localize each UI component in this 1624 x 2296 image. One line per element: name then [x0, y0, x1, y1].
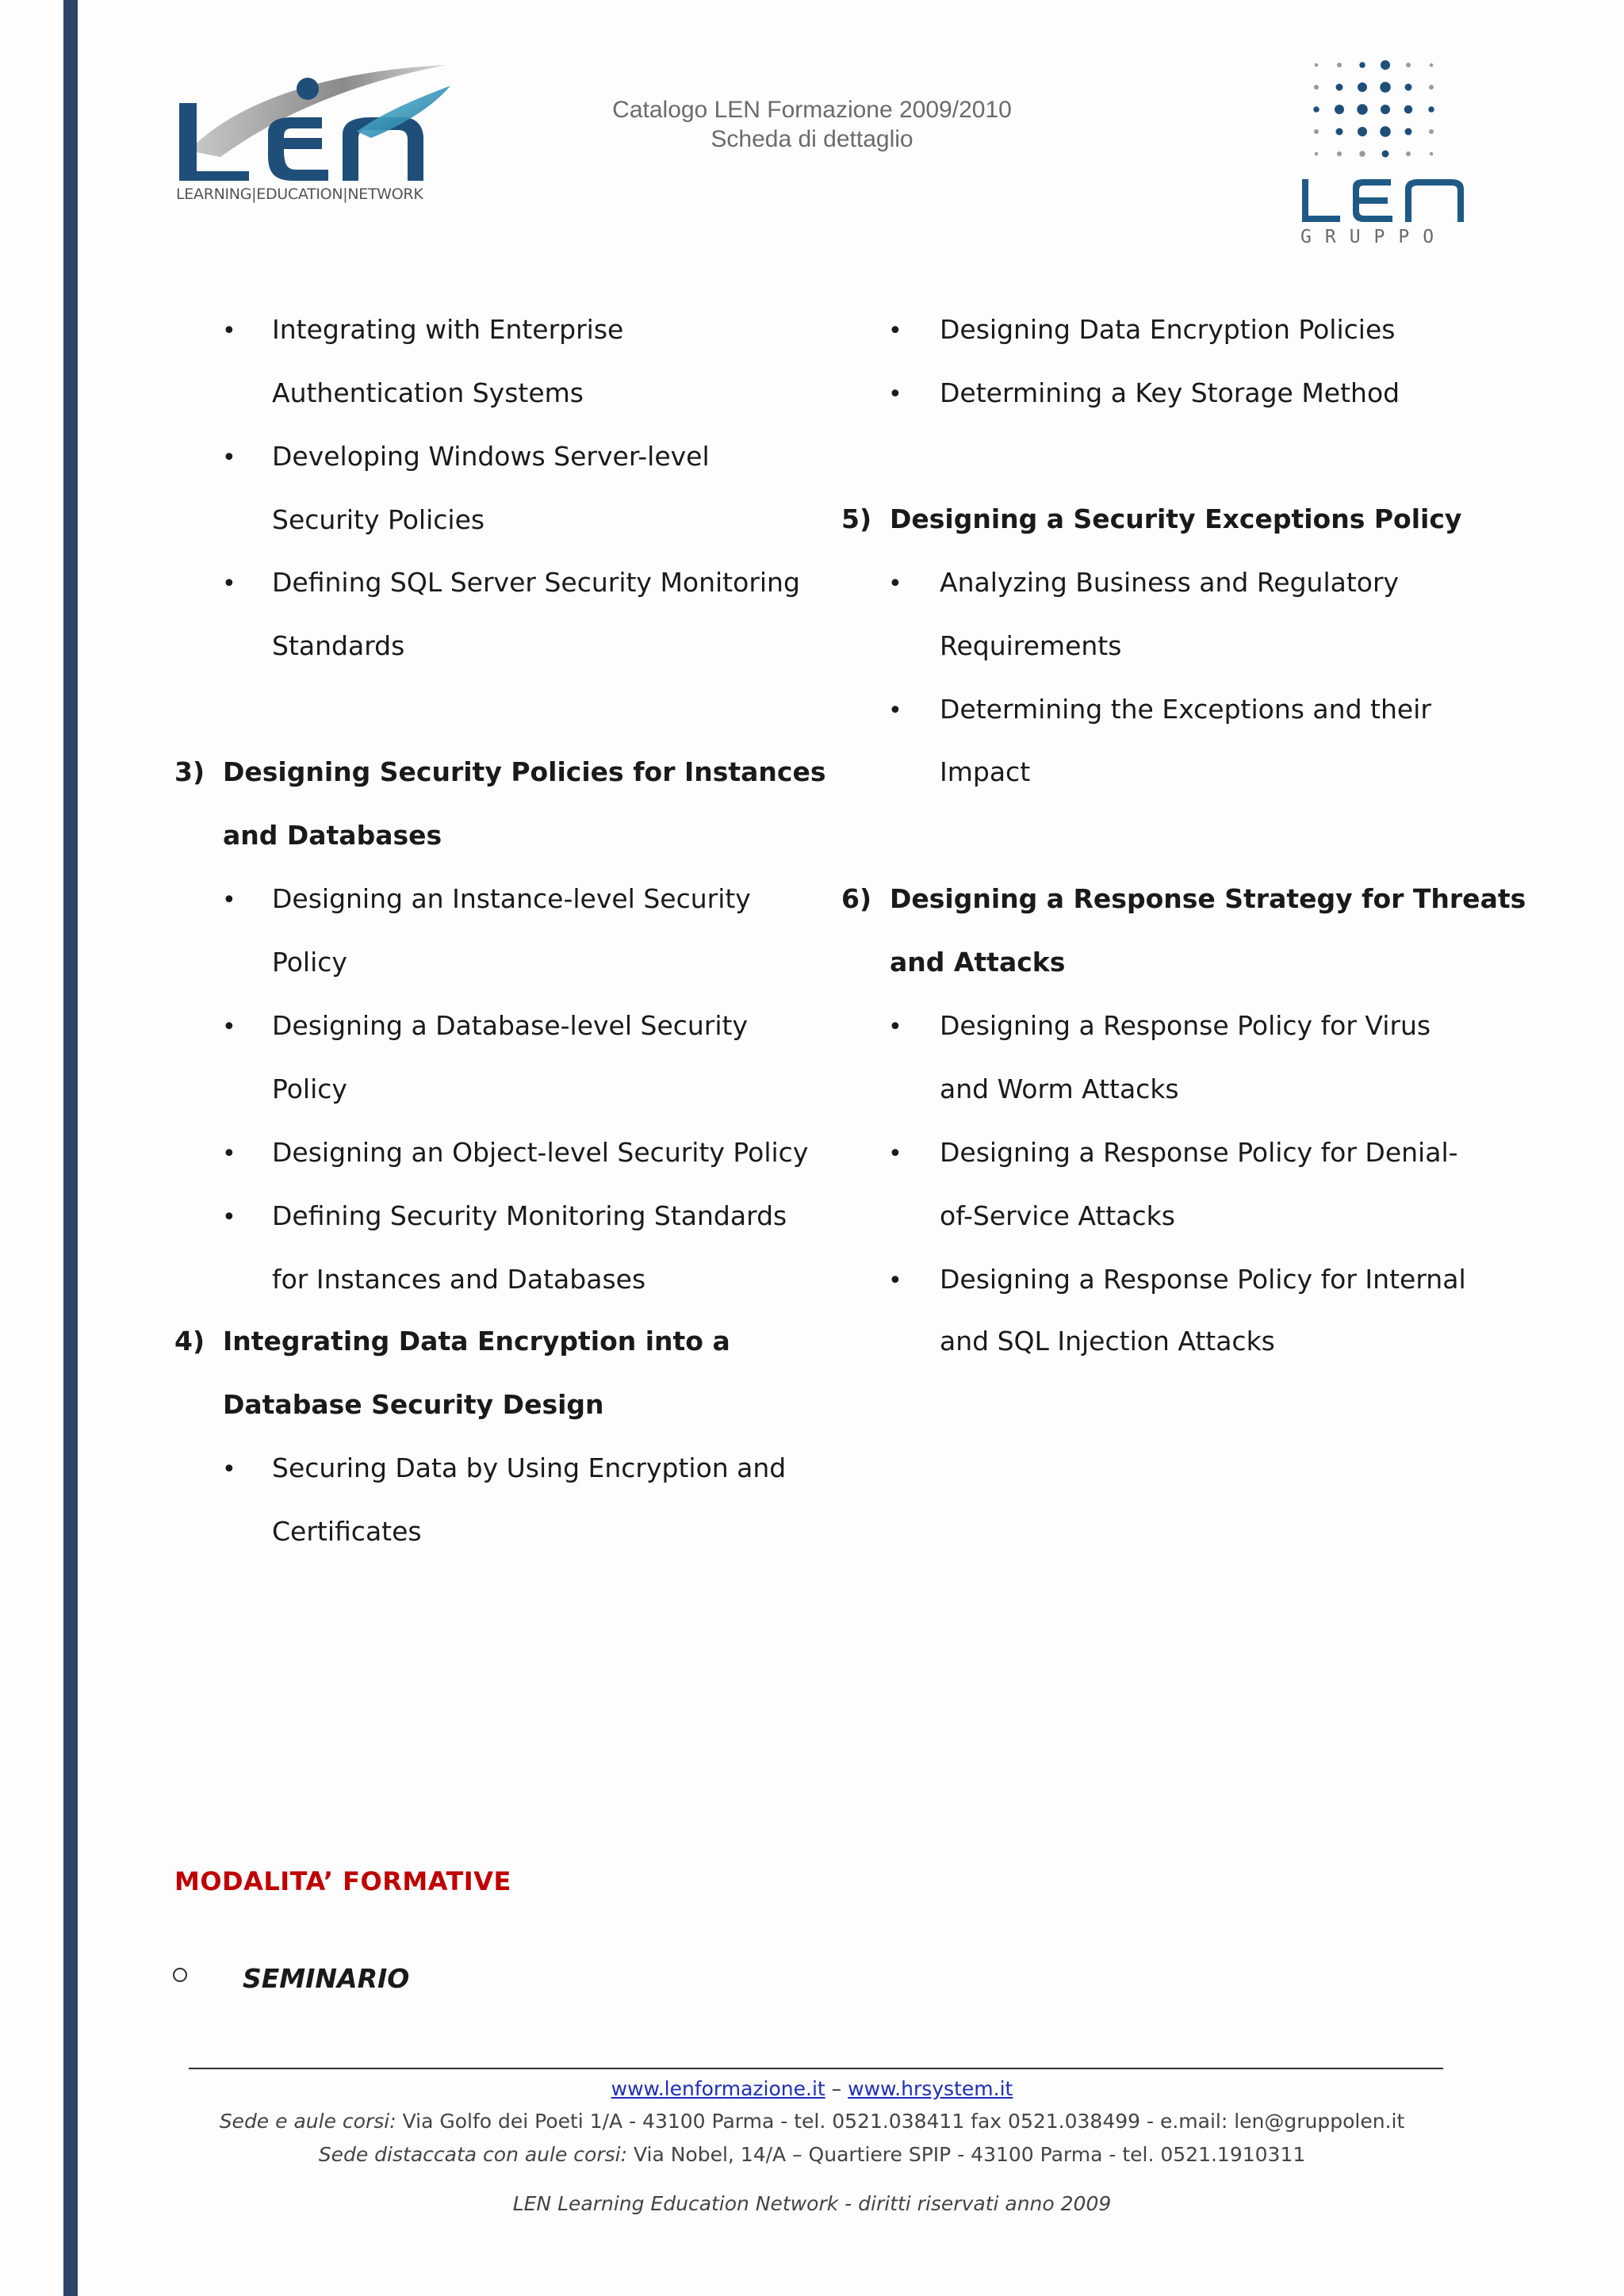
list-item-line: Impact — [940, 756, 1031, 787]
list-item-line: Analyzing Business and Regulatory — [940, 567, 1400, 598]
logo-dot — [1336, 128, 1343, 136]
list-item-line: for Instances and Databases — [272, 1264, 646, 1295]
left-margin-bar — [63, 0, 78, 2296]
logo-dot — [1336, 84, 1343, 91]
list-item-line: Integrating with Enterprise — [272, 314, 624, 345]
list-item-line: Designing a Response Policy for Internal — [940, 1264, 1466, 1295]
logo-dot — [1406, 63, 1411, 67]
section-heading: and Databases — [223, 820, 442, 851]
section-number: 3) — [174, 756, 205, 787]
logo-dot — [1406, 151, 1411, 156]
list-item-line: Designing a Response Policy for Denial- — [940, 1137, 1458, 1168]
len-gruppo-logo — [1293, 52, 1475, 258]
list-item-line: Designing an Object-level Security Policy — [272, 1137, 809, 1168]
bullet-icon: • — [222, 1013, 236, 1041]
footer-address-main — [0, 2110, 1624, 2133]
bullet-icon: • — [888, 697, 902, 725]
logo-dot — [1337, 151, 1342, 156]
list-item-line: Defining SQL Server Security Monitoring — [272, 567, 800, 598]
bullet-icon: • — [222, 570, 236, 598]
circle-bullet-icon — [173, 1968, 187, 1982]
header-title-line1: Catalogo LEN Formazione 2009/2010 — [612, 97, 1012, 123]
logo-dot — [1404, 105, 1413, 114]
footer-address-main-label: Sede e aule corsi: — [219, 2110, 396, 2133]
list-item-line: Security Policies — [272, 504, 485, 535]
list-item-line: Defining Security Monitoring Standards — [272, 1200, 787, 1231]
logo-dot — [1335, 105, 1344, 114]
footer-address-main-text: Via Golfo dei Poeti 1/A - 43100 Parma - tel. 0521.038411 fax 0521.038499 - e.mail: len@gruppolen.it — [396, 2110, 1405, 2133]
len-gruppo-label: GRUPPO — [1300, 227, 1448, 247]
section-heading: Designing Security Policies for Instances — [223, 756, 826, 787]
list-item-line: Designing an Instance-level Security — [272, 883, 751, 914]
section-number: 5) — [841, 503, 872, 534]
logo-dot — [1429, 85, 1434, 90]
list-item-line: Determining a Key Storage Method — [940, 377, 1400, 408]
section-heading: and Attacks — [890, 947, 1066, 978]
footer-links — [0, 2077, 1624, 2100]
modalita-item: SEMINARIO — [243, 1963, 410, 1994]
logo-dot — [1314, 85, 1319, 90]
logo-dot — [1315, 152, 1319, 156]
len-logo-tagline: LEARNING|EDUCATION|NETWORK — [176, 186, 423, 203]
list-item-line: Policy — [272, 1073, 347, 1104]
logo-dot — [1430, 63, 1434, 67]
logo-dot — [1428, 106, 1434, 113]
logo-dot — [1405, 128, 1412, 136]
list-item-line: Determining the Exceptions and their — [940, 694, 1431, 725]
list-item-line: Policy — [272, 947, 347, 978]
list-item-line: Standards — [272, 630, 405, 661]
logo-dot — [1380, 82, 1391, 93]
logo-dot — [1357, 104, 1368, 115]
logo-dot — [1430, 152, 1434, 156]
section-heading: Database Security Design — [223, 1389, 604, 1420]
list-item-line: Securing Data by Using Encryption and — [272, 1452, 787, 1483]
logo-dot — [1314, 129, 1319, 134]
page-header-title — [555, 95, 1069, 154]
bullet-icon: • — [222, 1140, 236, 1168]
logo-dot — [1358, 127, 1367, 136]
list-item-line: and Worm Attacks — [940, 1073, 1179, 1104]
bullet-icon: • — [222, 317, 236, 345]
header-title-line2: Scheda di dettaglio — [710, 126, 914, 152]
logo-dot — [1429, 129, 1434, 134]
bullet-icon: • — [222, 886, 236, 914]
logo-dot — [1315, 63, 1319, 67]
logo-dot — [1313, 106, 1320, 113]
footer-address-secondary — [0, 2143, 1624, 2166]
bullet-icon: • — [888, 1267, 902, 1295]
footer-address-secondary-text: Via Nobel, 14/A – Quartiere SPIP - 43100 Parma - tel. 0521.1910311 — [627, 2143, 1306, 2166]
list-item-line: of-Service Attacks — [940, 1200, 1175, 1231]
footer-divider — [189, 2068, 1443, 2069]
section-heading: Integrating Data Encryption into a — [223, 1326, 730, 1357]
logo-dot — [1380, 126, 1391, 137]
footer-address-secondary-label: Sede distaccata con aule corsi: — [318, 2143, 628, 2166]
bullet-icon: • — [222, 444, 236, 472]
bullet-icon: • — [888, 1013, 902, 1041]
list-item-line: Designing a Response Policy for Virus — [940, 1010, 1431, 1041]
bullet-icon: • — [222, 1456, 236, 1483]
footer-link-lenformazione[interactable]: www.lenformazione.it — [611, 2077, 825, 2100]
len-gruppo-dots-graphic — [1293, 52, 1475, 227]
bullet-icon: • — [888, 381, 902, 408]
list-item-line: Designing a Database-level Security — [272, 1010, 749, 1041]
list-item-line: Developing Windows Server-level — [272, 441, 710, 472]
logo-dot — [1337, 63, 1342, 67]
bullet-icon: • — [222, 1203, 236, 1231]
bullet-icon: • — [888, 570, 902, 598]
list-item-line: Certificates — [272, 1516, 422, 1547]
section-heading: Designing a Security Exceptions Policy — [890, 503, 1462, 534]
section-number: 6) — [841, 883, 872, 914]
logo-dot — [1359, 62, 1365, 68]
modalita-title: MODALITA’ FORMATIVE — [174, 1866, 511, 1896]
section-number: 4) — [174, 1326, 205, 1357]
bullet-icon: • — [888, 1140, 902, 1168]
footer-copyright: LEN Learning Education Network - diritti riservati anno 2009 — [512, 2192, 1112, 2215]
list-item-line: and SQL Injection Attacks — [940, 1326, 1275, 1357]
footer-link-hrsystem[interactable]: www.hrsystem.it — [848, 2077, 1013, 2100]
list-item-line: Authentication Systems — [272, 377, 584, 408]
section-heading: Designing a Response Strategy for Threats — [890, 883, 1526, 914]
len-logo — [173, 62, 458, 212]
logo-dot — [1358, 82, 1367, 92]
logo-dot — [1405, 84, 1412, 91]
bullet-icon: • — [888, 317, 902, 345]
logo-dot — [1359, 151, 1365, 157]
list-item-line: Designing Data Encryption Policies — [940, 314, 1396, 345]
len-logo-graphic — [173, 62, 458, 189]
list-item-line: Requirements — [940, 630, 1122, 661]
logo-dot — [1382, 151, 1389, 158]
logo-dot — [1381, 60, 1390, 70]
footer-link-separator: – — [825, 2077, 848, 2100]
logo-dot — [1381, 105, 1390, 114]
